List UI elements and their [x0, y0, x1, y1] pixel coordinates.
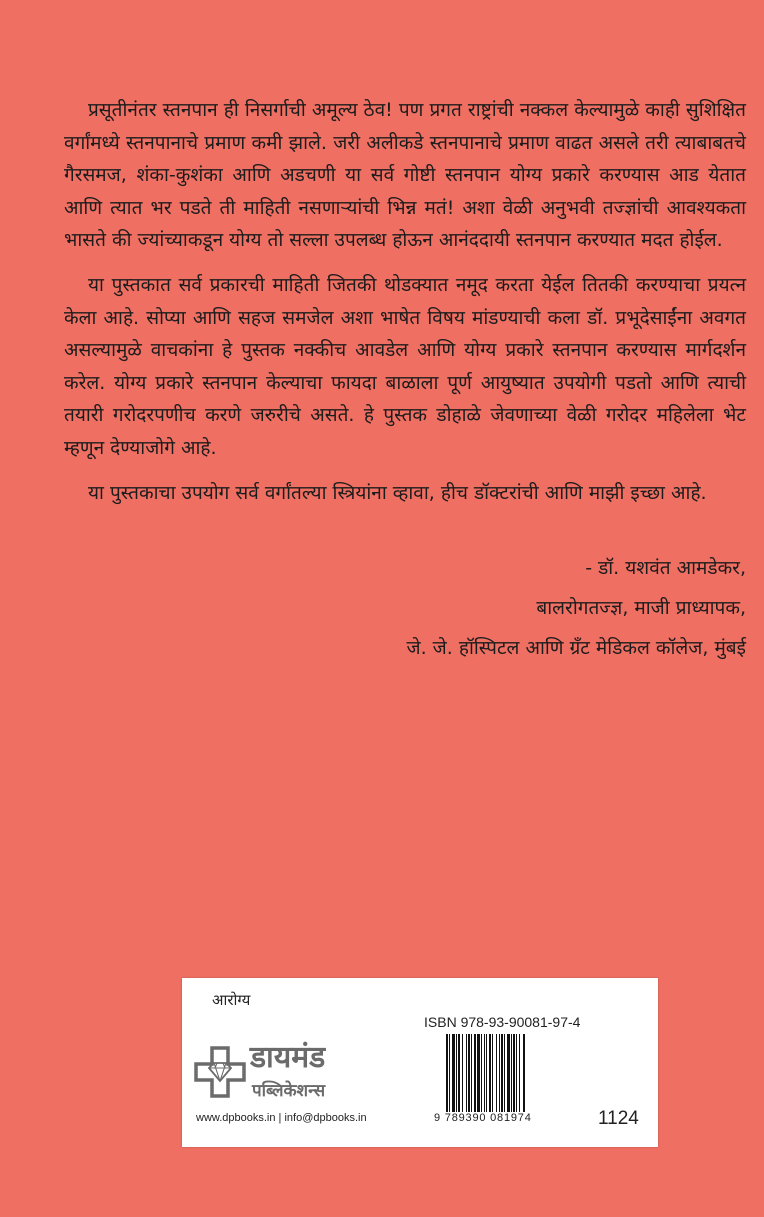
blurb-paragraph-1: प्रसूतीनंतर स्तनपान ही निसर्गाची अमूल्य ठेव! पण प्रगत राष्ट्रांची नक्कल केल्यामुळे काही सुशिक्षित वर्गांमध्ये स्तनपानाचे प्रमाण कमी झाले. जरी अलीकडे स्तनपानाचे प्रमाण वाढत असले तरी त्याबाबतचे गैरसमज, शंका-कुशंका आणि अडचणी या सर्व गोष्टी स्तनपान योग्य प्रकारे करण्यास आड येतात आणि त्यात भर पडते ती माहिती नसणाऱ्यांची भिन्न मतं! अशा वेळी अनुभवी तज्ज्ञांची आवश्यकता भासते की ज्यांच्याकडून योग्य तो सल्ला उपलब्ध होऊन आनंददायी स्तनपान करण्यात मदत होईल.: [64, 99, 746, 252]
barcode-number: 9 789390 081974: [434, 1112, 532, 1124]
signature-name: - डॉ. यशवंत आमडेकर,: [585, 557, 746, 579]
back-cover-blurb: [64, 94, 746, 521]
publisher-subtitle: पब्लिकेशन्स: [252, 1081, 326, 1101]
publisher-info-box: [182, 978, 658, 1147]
blurb-paragraph-2: या पुस्तकात सर्व प्रकारची माहिती जितकी थोडक्यात नमूद करता येईल तितकी करण्याचा प्रयत्न केला आहे. सोप्या आणि सहज समजेल अशा भाषेत विषय मांडण्याची कला डॉ. प्रभूदेसाईंना अवगत असल्यामुळे वाचकांना हे पुस्तक नक्कीच आवडेल आणि योग्य प्रकारे स्तनपान करण्यास मार्गदर्शन करेल. योग्य प्रकारे स्तनपान केल्याचा फायदा बाळाला पूर्ण आयुष्यात उपयोगी पडतो आणि त्याची तयारी गरोदरपणीच करणे जरुरीचे असते. हे पुस्तक डोहाळे जेवणाच्या वेळी गरोदर महिलेला भेट म्हणून देण्याजोगे आहे.: [64, 273, 746, 459]
barcode-icon: [444, 1034, 556, 1116]
signature-institution: जे. जे. हॉस्पिटल आणि ग्रँट मेडिकल कॉलेज, मुंबई: [406, 637, 746, 659]
signature-title: बालरोगतज्ज्ञ, माजी प्राध्यापक,: [536, 597, 746, 619]
publisher-contact: www.dpbooks.in | info@dpbooks.in: [196, 1112, 367, 1124]
book-category: आरोग्य: [212, 991, 251, 1009]
price-code: 1124: [598, 1108, 639, 1129]
isbn-text: ISBN 978-93-90081-97-4: [424, 1014, 581, 1030]
signature-block: [407, 552, 747, 672]
publisher-name: डायमंड: [250, 1040, 326, 1075]
blurb-paragraph-3: या पुस्तकाचा उपयोग सर्व वर्गांतल्या स्त्रियांना व्हावा, हीच डॉक्टरांची आणि माझी इच्छा आहे.: [88, 481, 707, 504]
diamond-logo-icon: [194, 1046, 246, 1098]
